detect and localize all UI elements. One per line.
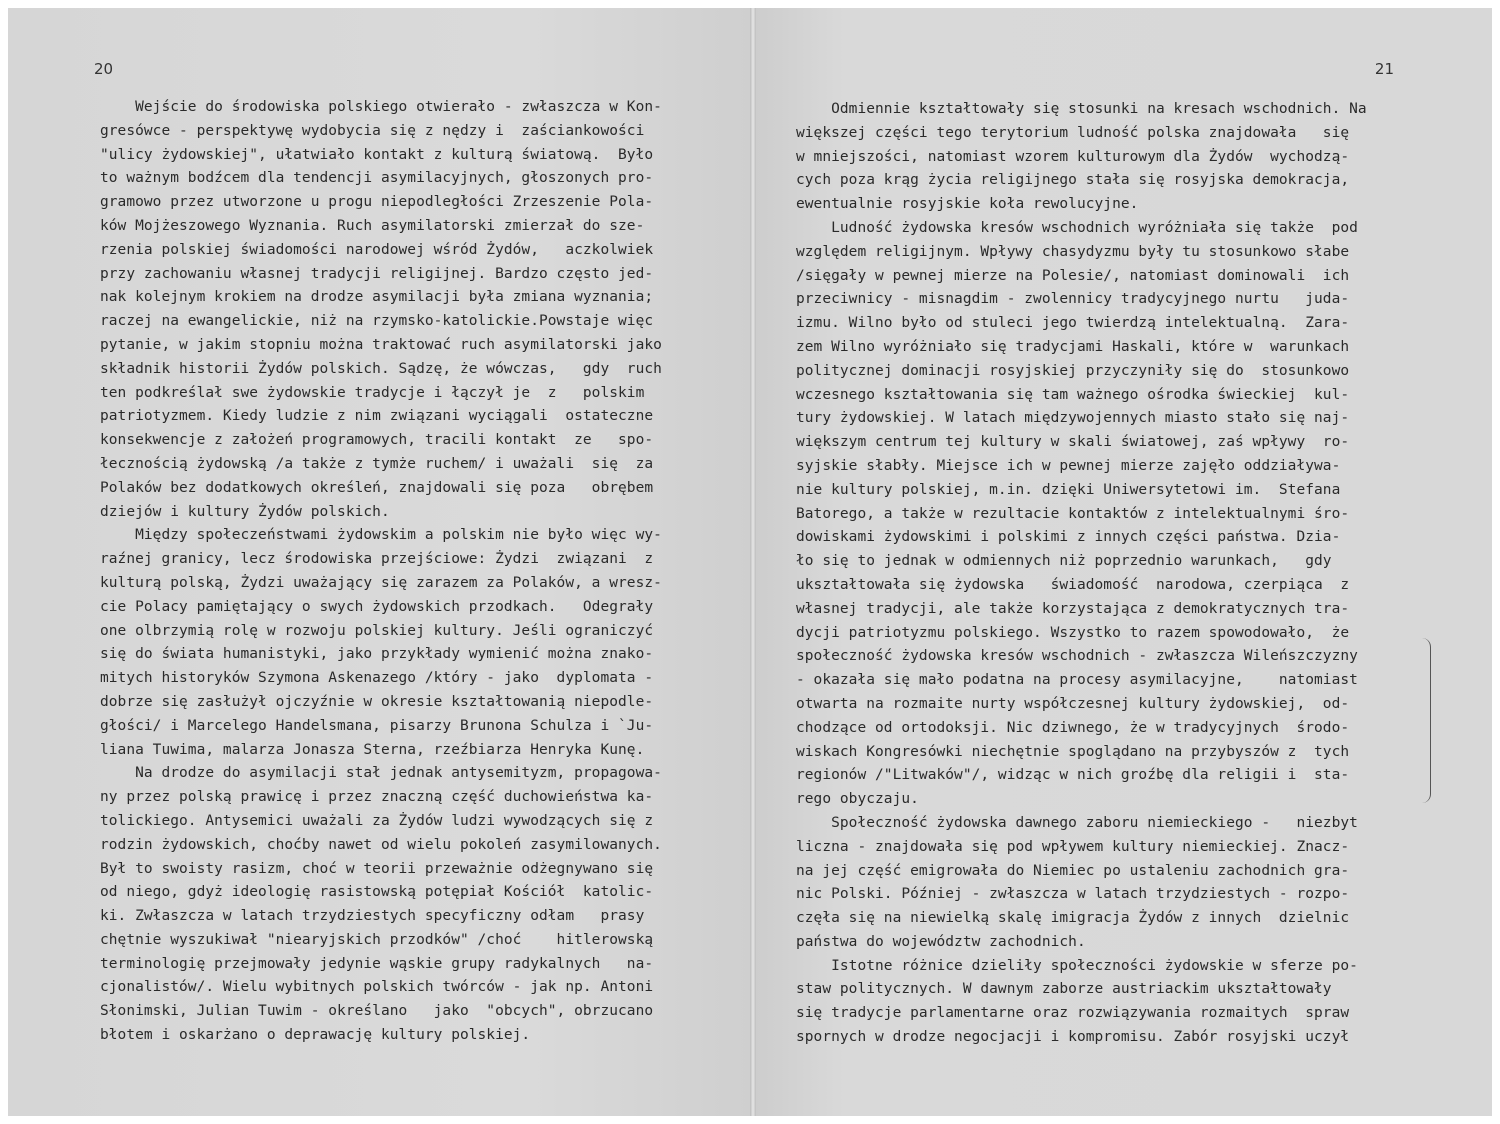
- text-line: ków Mojżeszowego Wyznania. Ruch asymilatorski zmierzał do sze-: [100, 217, 645, 234]
- text-line: rzenia polskiej świadomości narodowej wśród Żydów, aczkolwiek: [100, 241, 654, 258]
- text-line: Batorego, a także w rezultacie kontaktów z intelektualnymi śro-: [796, 505, 1350, 522]
- text-line: rodzin żydowskich, choćby nawet od wielu pokoleń zasymilowanych.: [100, 836, 662, 853]
- left-page-number: 20: [94, 60, 114, 78]
- text-line: otwarta na rozmaite nurty współczesnej kultury żydowskiej, od-: [796, 695, 1350, 712]
- text-line: politycznej dominacji rosyjskiej przyczyniły się do stosunkowo: [796, 362, 1350, 379]
- text-line: cjonalistów/. Wielu wybitnych polskich twórców - jak np. Antoni: [100, 979, 654, 996]
- text-line: ło się to jednak w odmiennych niż poprzednio warunkach, gdy: [796, 553, 1332, 570]
- text-line: zem Wilno wyróżniało się tradycjami Haskali, które w warunkach: [796, 338, 1350, 355]
- text-line: przeciwnicy - misnagdim - zwolennicy tradycyjnego nurtu juda-: [796, 291, 1350, 308]
- text-line: izmu. Wilno było od stuleci jego twierdzą intelektualną. Zara-: [796, 315, 1350, 332]
- text-line: ukształtowała się żydowska świadomość narodowa, czerpiąca z: [796, 576, 1350, 593]
- text-line: tolickiego. Antysemici uważali za Żydów ludzi wywodzących się z: [100, 812, 654, 829]
- text-line: to ważnym bodźcem dla tendencji asymilacyjnych, głoszonych pro-: [100, 170, 654, 187]
- text-line: państwa do województw zachodnich.: [796, 933, 1086, 950]
- text-line: Polaków bez dodatkowych określeń, znajdowali się poza obrębem: [100, 479, 654, 496]
- text-line: własnej tradycji, ale także korzystająca z demokratycznych tra-: [796, 600, 1350, 617]
- text-line: Społeczność żydowska dawnego zaboru niemieckiego - niezbyt: [796, 814, 1358, 831]
- text-line: Słonimski, Julian Tuwim - określano jako "obcych", obrzucano: [100, 1003, 654, 1020]
- text-line: /sięgały w pewnej mierze na Polesie/, natomiast dominowali ich: [796, 267, 1350, 284]
- text-line: ki. Zwłaszcza w latach trzydziestych specyficzny odłam prasy: [100, 908, 645, 925]
- text-line: łecznością żydowską /a także z tymże ruchem/ i uważali się za: [100, 455, 654, 472]
- text-line: tury żydowskiej. W latach międzywojennych miasto stało się naj-: [796, 410, 1350, 427]
- text-line: od niego, gdyż ideologię rasistowską potępiał Kościół katolic-: [100, 884, 654, 901]
- text-line: liana Tuwima, malarza Jonasza Sterna, rzeźbiarza Henryka Kunę.: [100, 741, 645, 758]
- text-line: raczej na ewangelickie, niż na rzymsko-katolickie.Powstaje więc: [100, 313, 654, 330]
- text-line: Był to swoisty rasizm, choć w teorii przeważnie odżegnywano się: [100, 860, 654, 877]
- text-line: cie Polacy pamiętający o swych żydowskich przodkach. Odegrały: [100, 598, 654, 615]
- text-line: wiskach Kongresówki niechętnie spoglądano na przybyszów z tych: [796, 743, 1350, 760]
- text-line: na jej część emigrowała do Niemiec po ustaleniu zachodnich gra-: [796, 862, 1350, 879]
- book-spread: [8, 8, 1492, 1116]
- left-page: [8, 8, 750, 1116]
- text-line: ny przez polską prawicę i przez znaczną część duchowieństwa ka-: [100, 789, 654, 806]
- text-line: składnik historii Żydów polskich. Sądzę, że wówczas, gdy ruch: [100, 360, 662, 377]
- text-line: błotem i oskarżano o deprawację kultury polskiej.: [100, 1027, 531, 1044]
- text-line: dziejów i kultury Żydów polskich.: [100, 503, 390, 520]
- text-line: terminologię przejmowały jedynie wąskie grupy radykalnych na-: [100, 955, 654, 972]
- text-line: syjskie słabły. Miejsce ich w pewnej mierze zajęło oddziaływa-: [796, 457, 1341, 474]
- text-line: chętnie wyszukiwał "niearyjskich przodków" /choć hitlerowską: [100, 931, 654, 948]
- text-line: konsekwencje z założeń programowych, tracili kontakt ze spo-: [100, 432, 654, 449]
- text-line: Między społeczeństwami żydowskim a polskim nie było więc wy-: [100, 527, 662, 544]
- right-page-text: [796, 98, 1426, 1050]
- text-line: spornych w drodze negocjacji i kompromisu. Zabór rosyjski uczył: [796, 1029, 1350, 1046]
- text-line: nie kultury polskiej, m.in. dzięki Uniwersytetowi im. Stefana: [796, 481, 1341, 498]
- text-line: nak kolejnym krokiem na drodze asymilacji była zmiana wyznania;: [100, 289, 654, 306]
- text-line: przy zachowaniu własnej tradycji religijnej. Bardzo często jed-: [100, 265, 654, 282]
- text-line: Istotne różnice dzieliły społeczności żydowskie w sferze po-: [796, 957, 1358, 974]
- text-line: dycji patriotyzmu polskiego. Wszystko to razem spowodowało, że: [796, 624, 1350, 641]
- text-line: większej części tego terytorium ludność polska znajdowała się: [796, 124, 1350, 141]
- text-line: - okazała się mało podatna na procesy asymilacyjne, natomiast: [796, 672, 1358, 689]
- text-line: patriotyzmem. Kiedy ludzie z nim związani wyciągali ostateczne: [100, 408, 654, 425]
- text-line: Wejście do środowiska polskiego otwierało - zwłaszcza w Kon-: [100, 99, 662, 115]
- text-line: ewentualnie rosyjskie koła rewolucyjne.: [796, 196, 1139, 213]
- text-line: ten podkreślał swe żydowskie tradycje i łączył je z polskim: [100, 384, 645, 401]
- text-line: one olbrzymią rolę w rozwoju polskiej kultury. Jeśli ograniczyć: [100, 622, 654, 639]
- right-page: [756, 8, 1492, 1116]
- text-line: chodzące od ortodoksji. Nic dziwnego, że w tradycyjnych środo-: [796, 719, 1350, 736]
- text-line: się do świata humanistyki, jako przykłady wymienić można znako-: [100, 646, 654, 663]
- text-line: gresówce - perspektywę wydobycia się z nędzy i zaściankowości: [100, 122, 645, 139]
- text-line: wczesnego kształtowania się tam ważnego ośrodka świeckiej kul-: [796, 386, 1350, 403]
- text-line: Na drodze do asymilacji stał jednak antysemityzm, propagowa-: [100, 765, 662, 782]
- text-line: społeczność żydowska kresów wschodnich - zwłaszcza Wileńszczyzny: [796, 648, 1358, 665]
- margin-bracket-mark: [1422, 638, 1431, 803]
- text-line: względem religijnym. Wpływy chasydyzmu były tu stosunkowo słabe: [796, 243, 1350, 260]
- text-line: rego obyczaju.: [796, 791, 919, 808]
- text-line: liczna - znajdowała się pod wpływem kultury niemieckiej. Znacz-: [796, 838, 1350, 855]
- text-line: dobrze się zasłużył ojczyźnie w okresie kształtowanią niepodle-: [100, 693, 654, 710]
- text-line: gramowo przez utworzone u progu niepodległości Zrzeszenie Pola-: [100, 194, 654, 211]
- text-line: nic Polski. Później - zwłaszcza w latach trzydziestych - rozpo-: [796, 886, 1350, 903]
- text-line: Ludność żydowska kresów wschodnich wyróżniała się także pod: [796, 219, 1358, 236]
- text-line: Odmiennie kształtowały się stosunki na kresach wschodnich. Na: [796, 101, 1367, 117]
- text-line: regionów /"Litwaków"/, widząc w nich groźbę dla religii i sta-: [796, 767, 1350, 784]
- text-line: mitych historyków Szymona Askenazego /który - jako dyplomata -: [100, 670, 654, 687]
- text-line: częła się na niewielką skalę imigracja Żydów z innych dzielnic: [796, 910, 1350, 927]
- text-line: raźnej granicy, lecz środowiska przejściowe: Żydzi związani z: [100, 551, 654, 568]
- text-line: cych poza krąg życia religijnego stała się rosyjska demokracja,: [796, 172, 1350, 189]
- text-line: pytanie, w jakim stopniu można traktować ruch asymilatorski jako: [100, 336, 662, 353]
- text-line: "ulicy żydowskiej", ułatwiało kontakt z kulturą światową. Było: [100, 146, 654, 163]
- text-line: w mniejszości, natomiast wzorem kulturowym dla Żydów wychodzą-: [796, 148, 1350, 165]
- text-line: kulturą polską, Żydzi uważający się zarazem za Polaków, a wresz-: [100, 574, 662, 591]
- text-line: staw politycznych. W dawnym zaborze austriackim ukształtowały: [796, 981, 1332, 998]
- left-page-text: [100, 96, 725, 1048]
- text-line: głości/ i Marcelego Handelsmana, pisarzy Brunona Schulza i `Ju-: [100, 717, 654, 734]
- right-page-number: 21: [1374, 60, 1394, 78]
- text-line: dowiskami żydowskimi i polskimi z innych części państwa. Dzia-: [796, 529, 1341, 546]
- text-line: się tradycje parlamentarne oraz rozwiązywania rozmaitych spraw: [796, 1005, 1350, 1022]
- text-line: większym centrum tej kultury w skali światowej, zaś wpływy ro-: [796, 434, 1350, 451]
